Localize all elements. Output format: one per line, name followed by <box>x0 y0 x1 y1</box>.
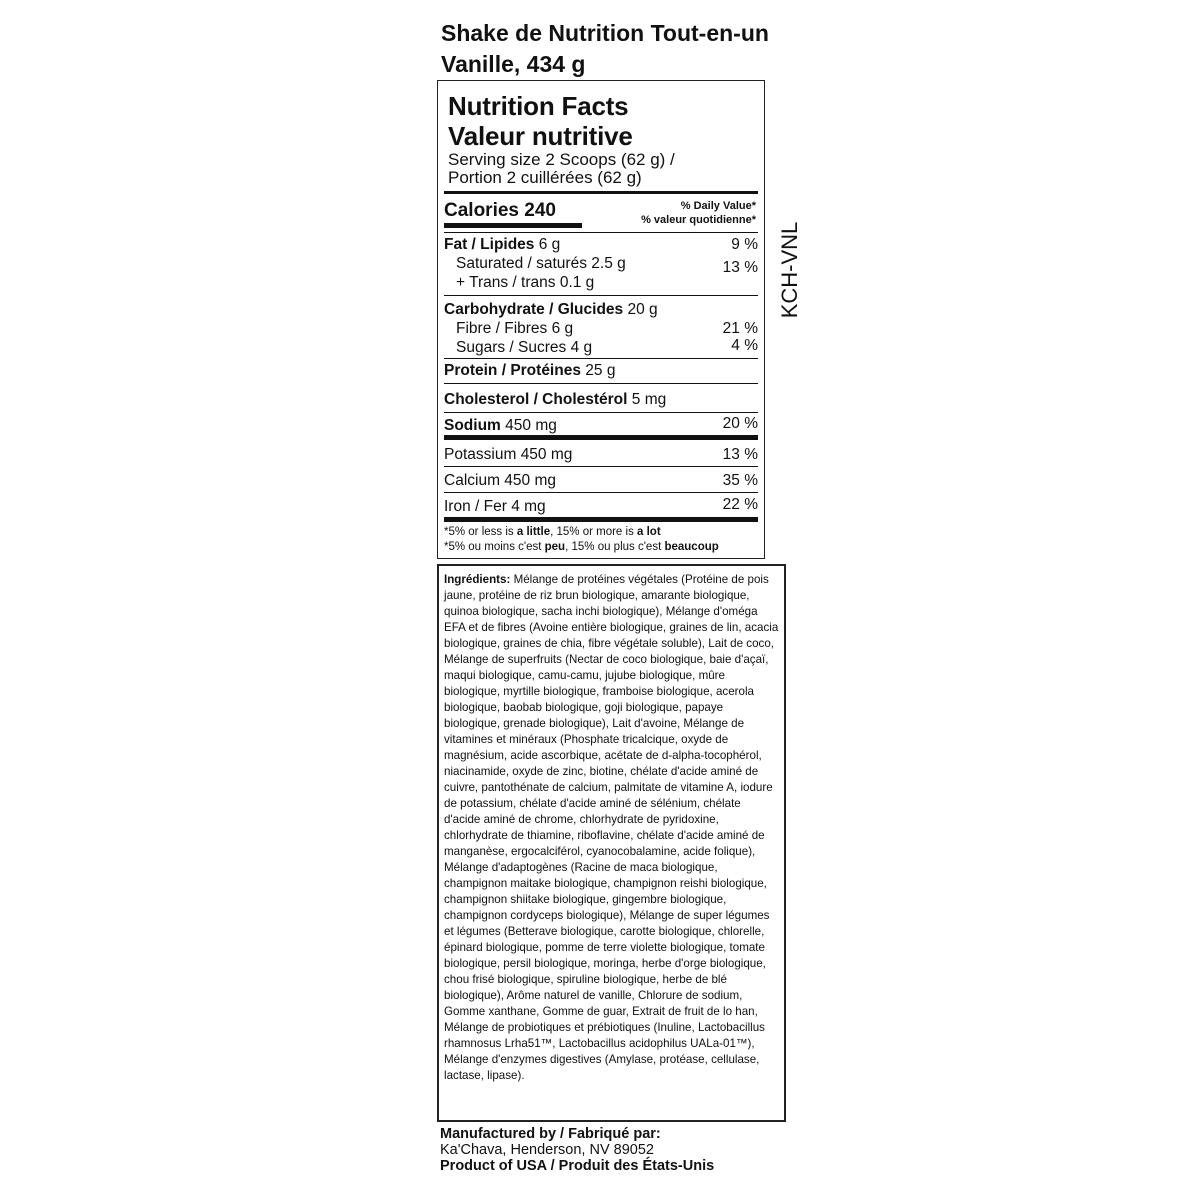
nutrient-amount: 450 mg <box>505 417 557 434</box>
rule <box>444 383 758 384</box>
product-code: KCH-VNL <box>777 221 802 319</box>
nutrient-dv: 22 % <box>722 496 758 513</box>
thick-rule <box>444 517 758 522</box>
thick-rule <box>444 191 758 194</box>
nutrient-amount: 2.5 g <box>591 255 626 272</box>
nutrient-name: Potassium <box>444 446 517 463</box>
dv-fr: % valeur quotidienne* <box>641 214 756 226</box>
nutrient-amount: 5 mg <box>631 391 667 408</box>
nutrient-row-iron <box>444 498 758 516</box>
nutrient-dv: 21 % <box>722 320 758 337</box>
nutrient-name: Calcium <box>444 472 500 489</box>
nutrient-name: Sodium <box>444 417 501 434</box>
serving-en: Serving size 2 Scoops (62 g) / <box>448 150 675 169</box>
nutrient-row-fat <box>444 236 758 254</box>
nutrient-name: Sugars / Sucres <box>456 339 567 356</box>
product-title: Shake de Nutrition Tout-en-un Vanille, 434 g <box>441 20 769 77</box>
ingredients-panel <box>437 564 786 1122</box>
nutrition-facts-heading <box>448 91 633 151</box>
dv-en: % Daily Value* <box>680 200 756 212</box>
heading-fr: Valeur nutritive <box>448 121 633 151</box>
nutrient-name: Cholesterol / Cholestérol <box>444 391 628 408</box>
nutrient-dv: 20 % <box>722 415 758 432</box>
nutrient-name: Iron / Fer <box>444 498 507 515</box>
nutrient-amount: 0.1 g <box>559 274 595 291</box>
calories <box>444 200 556 222</box>
nutrient-amount: 450 mg <box>504 472 556 489</box>
nutrient-row-sugars <box>444 339 758 357</box>
nutrient-name: + Trans / trans <box>456 274 556 291</box>
nutrient-row-potassium <box>444 446 758 464</box>
thick-rule <box>444 435 758 440</box>
nutrient-amount: 6 g <box>538 236 561 253</box>
nutrition-facts-panel <box>437 80 765 559</box>
nutrient-row-fibre <box>444 320 758 338</box>
nutrient-name: Saturated / saturés <box>456 255 587 272</box>
serving-fr: Portion 2 cuillérées (62 g) <box>448 168 642 187</box>
footnote-en: *5% or less is a little, 15% or more is a lot <box>444 526 661 538</box>
nutrient-name: Protein / Protéines <box>444 362 581 379</box>
nutrient-name: Fat / Lipides <box>444 236 535 253</box>
nutrient-row-cholesterol <box>444 391 758 409</box>
calories-underline <box>444 223 582 228</box>
rule <box>444 412 758 413</box>
ingredients-label: Ingrédients: <box>444 573 511 586</box>
nutrient-row-protein <box>444 362 758 380</box>
nutrient-dv: 13 % <box>722 259 758 276</box>
footnote-fr: *5% ou moins c'est peu, 15% ou plus c'est beaucoup <box>444 541 719 553</box>
nutrient-dv: 9 % <box>731 236 758 253</box>
nutrient-row-carbohydrate <box>444 301 758 319</box>
nutrient-amount: 20 g <box>627 301 658 318</box>
nutrient-dv: 4 % <box>731 337 758 354</box>
calories-value: 240 <box>524 200 556 221</box>
manufacturer-address: Ka'Chava, Henderson, NV 89052 <box>440 1142 654 1158</box>
manufacturer-info <box>440 1126 714 1174</box>
nutrient-amount: 6 g <box>551 320 574 337</box>
nutrient-dv: 13 % <box>722 446 758 463</box>
rule <box>444 295 758 296</box>
nutrient-row-calcium <box>444 472 758 490</box>
rule <box>444 358 758 359</box>
nutrient-row-trans <box>444 274 758 292</box>
nutrient-dv: 35 % <box>722 472 758 489</box>
nutrient-name: Carbohydrate / Glucides <box>444 301 624 318</box>
nutrient-amount: 25 g <box>585 362 616 379</box>
calories-label: Calories <box>444 200 519 221</box>
nutrient-amount: 4 g <box>570 339 593 356</box>
rule <box>444 466 758 467</box>
nutrient-amount: 4 mg <box>511 498 546 515</box>
serving-size <box>448 151 675 187</box>
heading-en: Nutrition Facts <box>448 91 629 121</box>
manufactured-by: Manufactured by / Fabriqué par: <box>440 1126 661 1142</box>
rule <box>444 232 758 233</box>
rule <box>444 492 758 493</box>
nutrient-name: Fibre / Fibres <box>456 320 548 337</box>
daily-value-header <box>641 199 756 227</box>
country-of-origin: Product of USA / Produit des États-Unis <box>440 1158 715 1174</box>
nutrient-amount: 450 mg <box>520 446 573 463</box>
nutrient-row-sodium <box>444 417 758 435</box>
nutrient-row-saturated <box>444 255 758 276</box>
ingredients-text: Mélange de protéines végétales (Protéine de pois jaune, protéine de riz brun biologique, amarante biologique, quinoa biologique, sacha inchi biologique), Mélange d'oméga EFA et de fibres (Avoine entière biologique, graines de lin, acacia biologique, graines de chia, fibre végétale soluble), Lait de coco, Mélange de superfruits (Nectar de coco biologique, baie d'açaï, maqui biologique, camu-camu, jujube biologique, mûre biologique, myrtille biologique, framboise biologique, acerola biologique, baobab biologique, goji biologique, papaye biologique, grenade biologique), Lait d'avoine, Mélange de vitamines et minéraux (Phosphate tricalcique, oxyde de magnésium, acide ascorbique, acétate de d-alpha-tocophérol, niacinamide, oxyde de zinc, biotine, chélate d'acide aminé de cuivre, pantothénate de calcium, palmitate de vitamine A, iodure de potassium, chélate d'acide aminé de sélénium, chélate d'acide aminé de chrome, chlorhydrate de pyridoxine, chlorhydrate de thiamine, riboflavine, chélate d'acide aminé de manganèse, ergocalciférol, cyanocobalamine, acide folique), Mélange d'adaptogènes (Racine de maca biologique, champignon maitake biologique, champignon reishi biologique, champignon shiitake biologique, gingembre biologique, champignon cordyceps biologique), Mélange de super légumes et légumes (Betterave biologique, carotte biologique, chlorelle, épinard biologique, pomme de terre violette biologique, tomate biologique, persil biologique, moringa, herbe d'orge biologique, chou frisé biologique, spiruline biologique, herbe de blé biologique), Arôme naturel de vanille, Chlorure de sodium, Gomme xanthane, Gomme de guar, Extrait de fruit de lo han, Mélange de probiotiques et prébiotiques (Inuline, Lactobacillus rhamnosus Lrha51™, Lactobacillus acidophilus UALa-01™), Mélange d'enzymes digestives (Amylase, protéase, cellulase, lactase, lipase). <box>444 573 779 1082</box>
daily-value-footnote <box>444 525 719 555</box>
